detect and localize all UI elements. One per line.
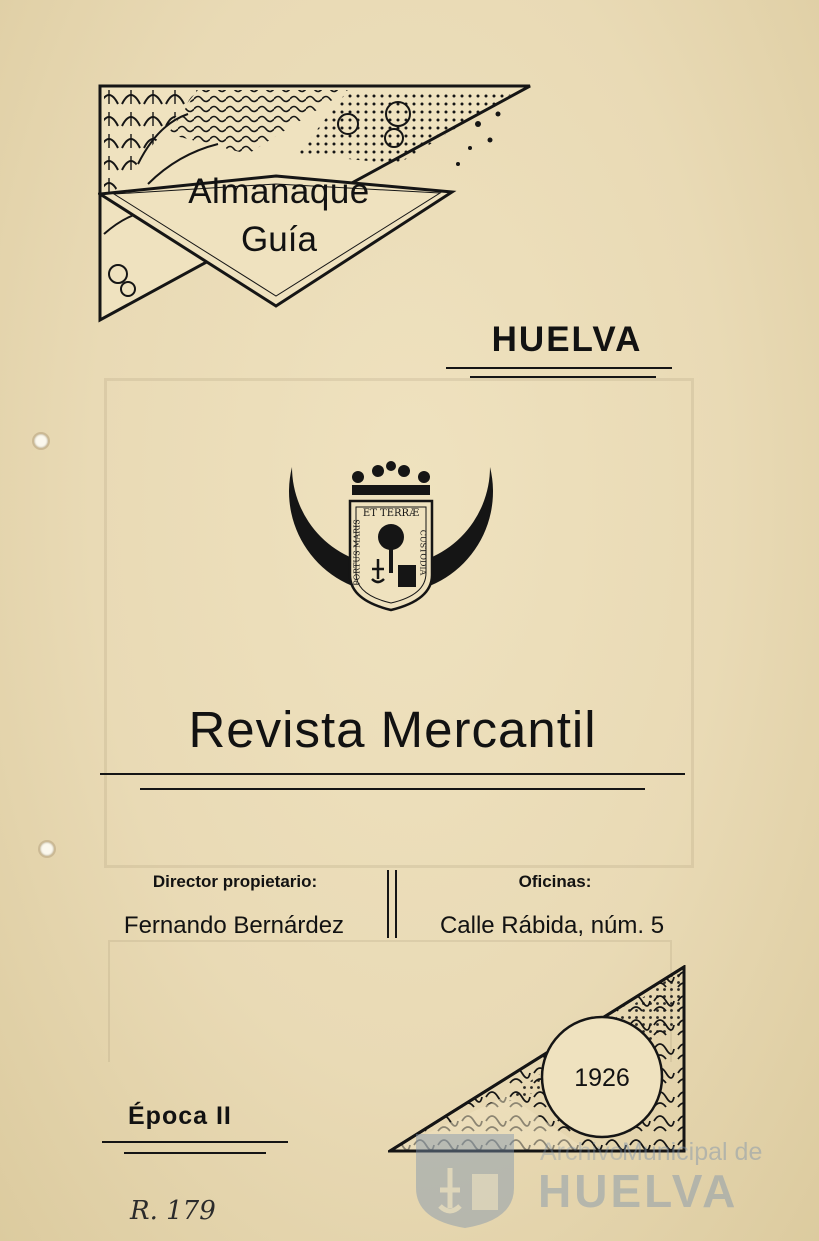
- watermark-line-3: HUELVA: [538, 1165, 739, 1217]
- corner-ornament-bottom: [388, 965, 688, 1155]
- epoch-rule-2: [124, 1152, 266, 1154]
- city-name: HUELVA: [491, 320, 643, 359]
- office-label: Oficinas:: [518, 872, 592, 891]
- office-address: Calle Rábida, núm. 5: [439, 912, 665, 939]
- city-underline-2: [470, 376, 656, 378]
- crest-emblem: [280, 455, 505, 650]
- director-label: Director propietario:: [152, 872, 318, 891]
- title-rule-2: [140, 788, 645, 790]
- watermark-line-1: Archivo: [540, 1138, 624, 1166]
- page-title: Revista Mercantil: [188, 701, 597, 758]
- binding-hole-bottom: [40, 842, 54, 856]
- epoch-rule-1: [102, 1141, 288, 1143]
- city-underline-1: [446, 367, 672, 369]
- director-name: Fernando Bernárdez: [123, 912, 345, 939]
- guia-label: Guía: [241, 220, 317, 259]
- archive-watermark-logo: [410, 1128, 520, 1230]
- title-rule-1: [100, 773, 685, 775]
- column-divider-left: [387, 870, 389, 938]
- handwritten-reference: R. 179: [130, 1196, 216, 1226]
- almanaque-label: Almanaque: [188, 172, 370, 211]
- watermark-line-2: Municipal de: [622, 1138, 763, 1166]
- shield-motto: ET TERRÆ: [362, 508, 420, 519]
- shield-right-motto: CUSTODIA: [418, 529, 428, 576]
- shield-left-motto: PORTUS MARIS: [352, 519, 362, 586]
- column-divider-right: [395, 870, 397, 938]
- binding-hole-top: [34, 434, 48, 448]
- epoch-label: Época II: [128, 1102, 232, 1130]
- year-label: 1926: [574, 1064, 630, 1092]
